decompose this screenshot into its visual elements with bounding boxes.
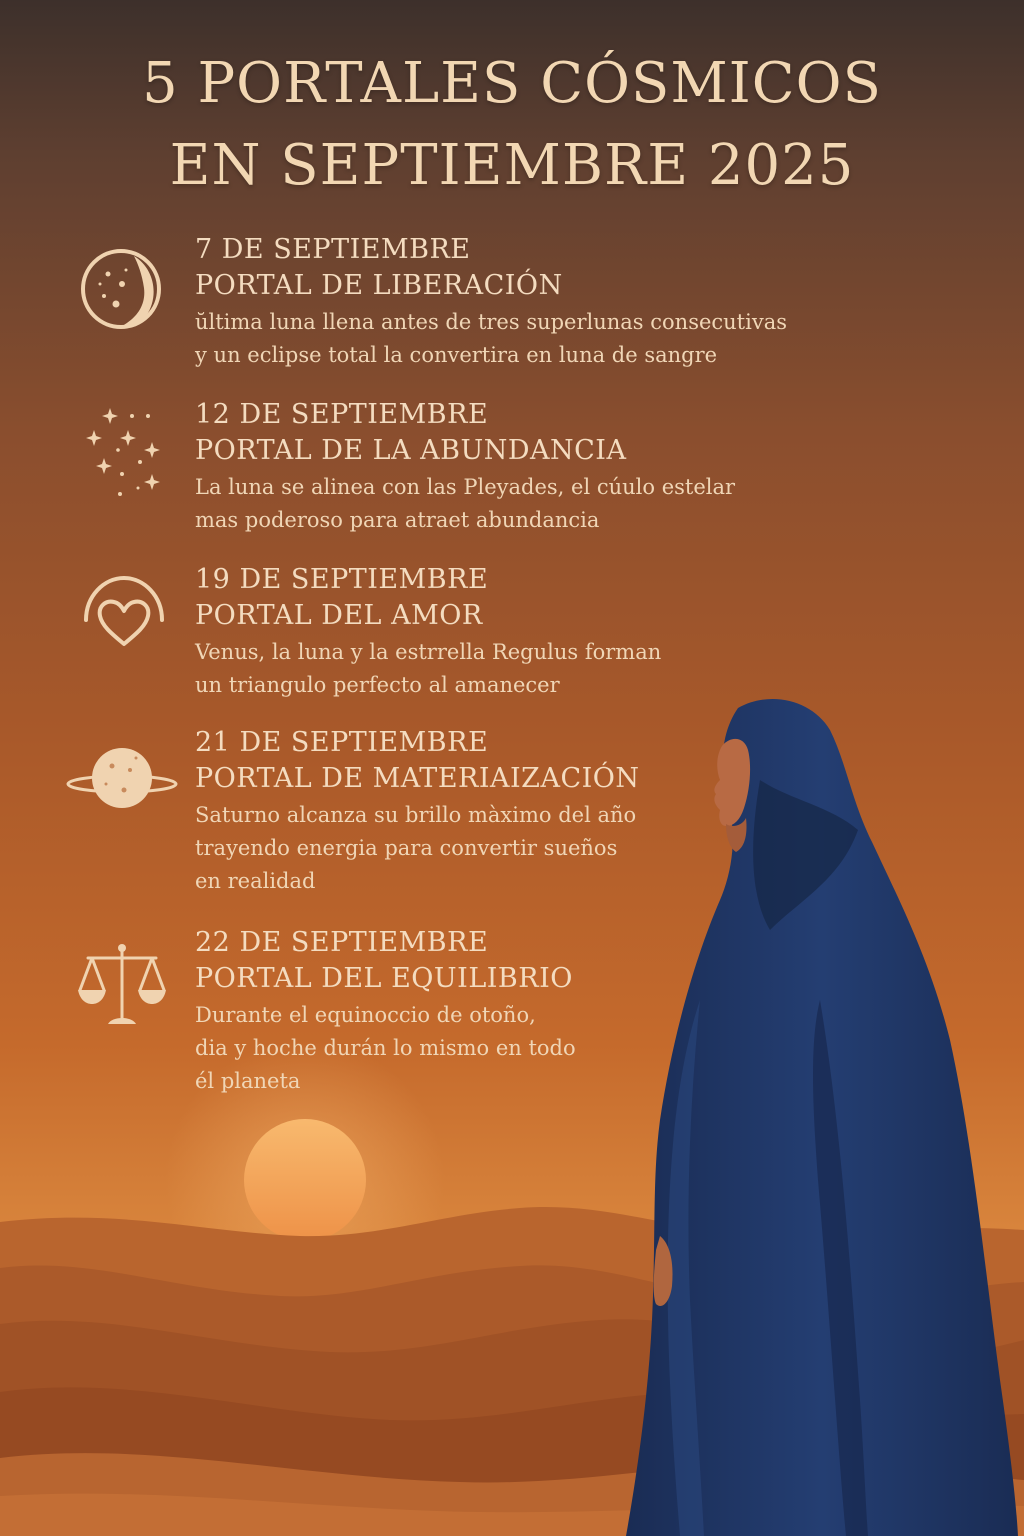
portal-date: 12 DE SEPTIEMBRE (195, 399, 489, 430)
portal-description (195, 636, 915, 702)
portal-description-line: él planeta (195, 1069, 301, 1093)
portal-name: PORTAL DEL AMOR (195, 600, 483, 631)
portal-description-line: Durante el equinoccio de otoño, (195, 1003, 536, 1027)
portal-name: PORTAL DEL EQUILIBRIO (195, 963, 573, 994)
portal-description-line: dia y hoche durán lo mismo en todo (195, 1036, 576, 1060)
portal-name: PORTAL DE MATERIAIZACIÓN (195, 763, 640, 794)
stars-icon (82, 402, 166, 502)
portal-date: 21 DE SEPTIEMBRE (195, 727, 489, 758)
portal-item (195, 725, 915, 898)
portal-item (195, 232, 915, 372)
portal-description-line: trayendo energia para convertir sueños (195, 836, 618, 860)
heart-arc-icon (78, 570, 170, 650)
portal-date: 19 DE SEPTIEMBRE (195, 564, 489, 595)
portal-item (195, 562, 915, 702)
portal-date: 7 DE SEPTIEMBRE (195, 234, 471, 265)
portal-name: PORTAL DE LA ABUNDANCIA (195, 435, 627, 466)
planet-ring-icon (66, 738, 178, 818)
portal-description-line: Venus, la luna y la estrrella Regulus forman (195, 640, 662, 664)
portal-description (195, 306, 915, 372)
portal-description (195, 799, 915, 898)
portal-description (195, 471, 915, 537)
portal-item (195, 925, 915, 1098)
portal-description (195, 999, 915, 1098)
portal-description-line: mas poderoso para atraet abundancia (195, 508, 600, 532)
portal-description-line: un triangulo perfecto al amanecer (195, 673, 560, 697)
portal-description-line: La luna se alinea con las Pleyades, el cúulo estelar (195, 475, 736, 499)
portal-description-line: en realidad (195, 869, 316, 893)
portal-date: 22 DE SEPTIEMBRE (195, 927, 489, 958)
portal-description-line: Saturno alcanza su brillo màximo del año (195, 803, 637, 827)
title-line-1: 5 PORTALES CÓSMICOS (142, 51, 882, 116)
portal-description-line: y un eclipse total la convertira en luna de sangre (195, 343, 718, 367)
scales-icon (74, 942, 170, 1028)
portal-name: PORTAL DE LIBERACIÓN (195, 270, 563, 301)
crescent-moon-icon (76, 244, 168, 336)
portal-description-line: ŭltima luna llena antes de tres superlunas consecutivas (195, 310, 787, 334)
portal-item (195, 397, 915, 537)
title-line-2: EN SEPTIEMBRE 2025 (169, 133, 855, 198)
sun (244, 1119, 366, 1241)
